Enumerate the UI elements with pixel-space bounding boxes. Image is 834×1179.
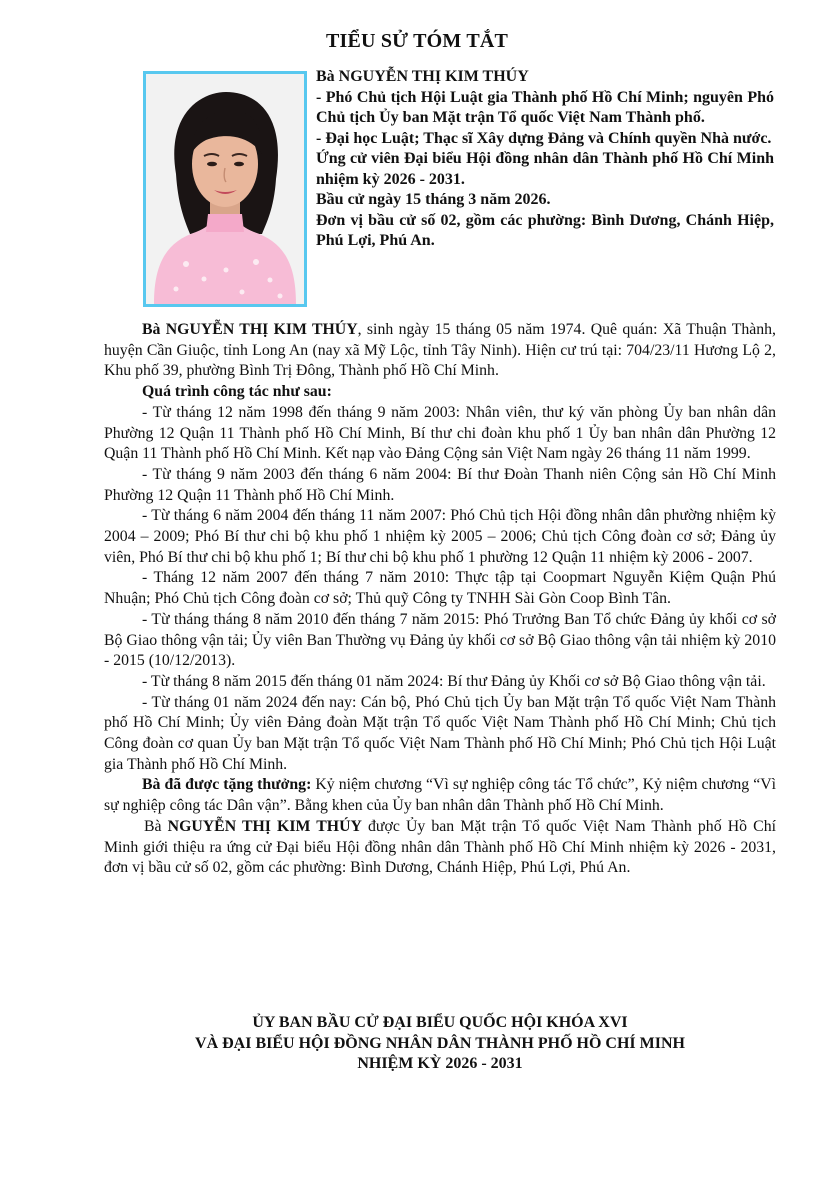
career-item: - Từ tháng 01 năm 2024 đến nay: Cán bộ, Phó Chủ tịch Ủy ban Mặt trận Tổ quốc Việt Nam Thành phố Hồ Chí Minh; Ủy viên Đảng đoàn Mặt trận Tổ quốc Việt Nam Thành phố Hồ Chí Minh; Chủ tịch Công đoàn cơ quan Ủy ban Mặt trận Tổ quốc Việt Nam Thành phố Hồ Chí Minh; Phó Chủ tịch Hội Luật gia Thành phố Hồ Chí Minh. (104, 693, 776, 773)
career-item: - Từ tháng 6 năm 2004 đến tháng 11 năm 2007: Phó Chủ tịch Hội đồng nhân dân phường nhiệm kỳ 2004 – 2009; Phó Bí thư chi bộ khu phố 1 nhiệm kỳ 2005 – 2006; Chủ tịch Công đoàn cơ sở; Đảng ủy viên, Phó Bí thư chi bộ khu phố 1; Bí thư chi bộ khu phố 1 phường 12 Quận 11 nhiệm kỳ 2006 - 2007. (104, 507, 776, 566)
career-item: - Tháng 12 năm 2007 đến tháng 7 năm 2010: Thực tập tại Coopmart Nguyễn Kiệm Quận Phú Nhuận; Phó Chủ tịch Công đoàn cơ sở; Thủ quỹ Công ty TNHH Sài Gòn Coop Bình Tân. (104, 569, 776, 608)
document-title: TIỂU SỬ TÓM TẮT (325, 30, 509, 52)
career-item: - Từ tháng 8 năm 2015 đến tháng 01 năm 2024: Bí thư Đảng ủy Khối cơ sở Bộ Giao thông vận tải. (142, 672, 766, 690)
committee-line-3: NHIỆM KỲ 2026 - 2031 (357, 1055, 523, 1072)
candidate-education: - Đại học Luật; Thạc sĩ Xây dựng Đảng và Chính quyền Nhà nước. (316, 129, 772, 147)
candidate-name-heading: Bà NGUYỄN THỊ KIM THÚY (316, 68, 529, 85)
biography-body (104, 320, 776, 879)
intro-text: , sinh ngày 15 tháng 05 năm 1974. Quê quán: Xã Thuận Thành, huyện Cần Giuộc, tỉnh Long An (nay xã Mỹ Lộc, tỉnh Tây Ninh). Hiện cư trú tại: 704/23/11 Hương Lộ 2, Khu phố 39, phường Bình Trị Đông, Thành phố Hồ Chí Minh. (104, 321, 776, 380)
election-date: Bầu cử ngày 15 tháng 3 năm 2026. (316, 191, 551, 208)
committee-line-1: ỦY BAN BẦU CỬ ĐẠI BIỂU QUỐC HỘI KHÓA XVI (252, 1014, 628, 1031)
awards-paragraph (104, 775, 776, 816)
career-heading-text: Quá trình công tác như sau: (142, 383, 332, 401)
closing-paragraph (104, 817, 776, 879)
electoral-unit: Đơn vị bầu cử số 02, gồm các phường: Bình Dương, Chánh Hiệp, Phú Lợi, Phú An. (316, 211, 774, 249)
intro-name: Bà NGUYỄN THỊ KIM THÚY (142, 321, 358, 338)
candidate-summary-block (316, 67, 774, 252)
candidate-position: - Phó Chủ tịch Hội Luật gia Thành phố Hồ Chí Minh; nguyên Phó Chủ tịch Ủy ban Mặt trận Tổ quốc Việt Nam Thành phố. (316, 88, 774, 126)
career-item: - Từ tháng 9 năm 2003 đến tháng 6 năm 2004: Bí thư Đoàn Thanh niên Cộng sản Hồ Chí Minh Phường 12 Quận 11 Thành phố Hồ Chí Minh. (104, 465, 776, 504)
committee-line-2: VÀ ĐẠI BIỂU HỘI ĐỒNG NHÂN DÂN THÀNH PHỐ HỒ CHÍ MINH (195, 1034, 685, 1052)
candidate-nomination: Ứng cử viên Đại biểu Hội đồng nhân dân Thành phố Hồ Chí Minh nhiệm kỳ 2026 - 2031. (316, 150, 774, 188)
portrait-illustration (146, 74, 304, 304)
closing-text: được Ủy ban Mặt trận Tổ quốc Việt Nam Thành phố Hồ Chí Minh giới thiệu ra ứng cử Đại biểu Hội đồng nhân dân Thành phố Hồ Chí Minh nhiệm kỳ 2026 - 2031, đơn vị bầu cử số 02, gồm các phường: Bình Dương, Chánh Hiệp, Phú Lợi, Phú An. (104, 817, 776, 877)
closing-name: NGUYỄN THỊ KIM THÚY (167, 817, 362, 835)
candidate-portrait-photo (143, 71, 307, 307)
career-heading (104, 382, 776, 403)
awards-text: Kỷ niệm chương “Vì sự nghiệp công tác Tổ chức”, Kỷ niệm chương “Vì sự nghiệp công tác Dân vận”. Bằng khen của Ủy ban nhân dân Thành phố Hồ Chí Minh. (104, 776, 776, 815)
awards-label: Bà đã được tặng thưởng: (142, 776, 312, 794)
election-committee-signature (104, 1013, 776, 1075)
intro-paragraph (104, 320, 776, 382)
closing-prefix: Bà (144, 817, 168, 835)
career-item: - Từ tháng 12 năm 1998 đến tháng 9 năm 2003: Nhân viên, thư ký văn phòng Ủy ban nhân dân Phường 12 Quận 11 Thành phố Hồ Chí Minh, Bí thư chi đoàn khu phố 1 Ủy ban nhân dân Phường 12 Quận 11 Thành phố Hồ Chí Minh. Kết nạp vào Đảng Cộng sản Việt Nam ngày 26 tháng 11 năm 1999. (104, 403, 776, 463)
career-item: - Từ tháng tháng 8 năm 2010 đến tháng 7 năm 2015: Phó Trưởng Ban Tổ chức Đảng ủy khối cơ sở Bộ Giao thông vận tải; Ủy viên Ban Thường vụ Đảng ủy khối cơ sở Bộ Giao thông vận tải nhiệm kỳ 2010 - 2015 (10/12/2013). (104, 610, 776, 670)
